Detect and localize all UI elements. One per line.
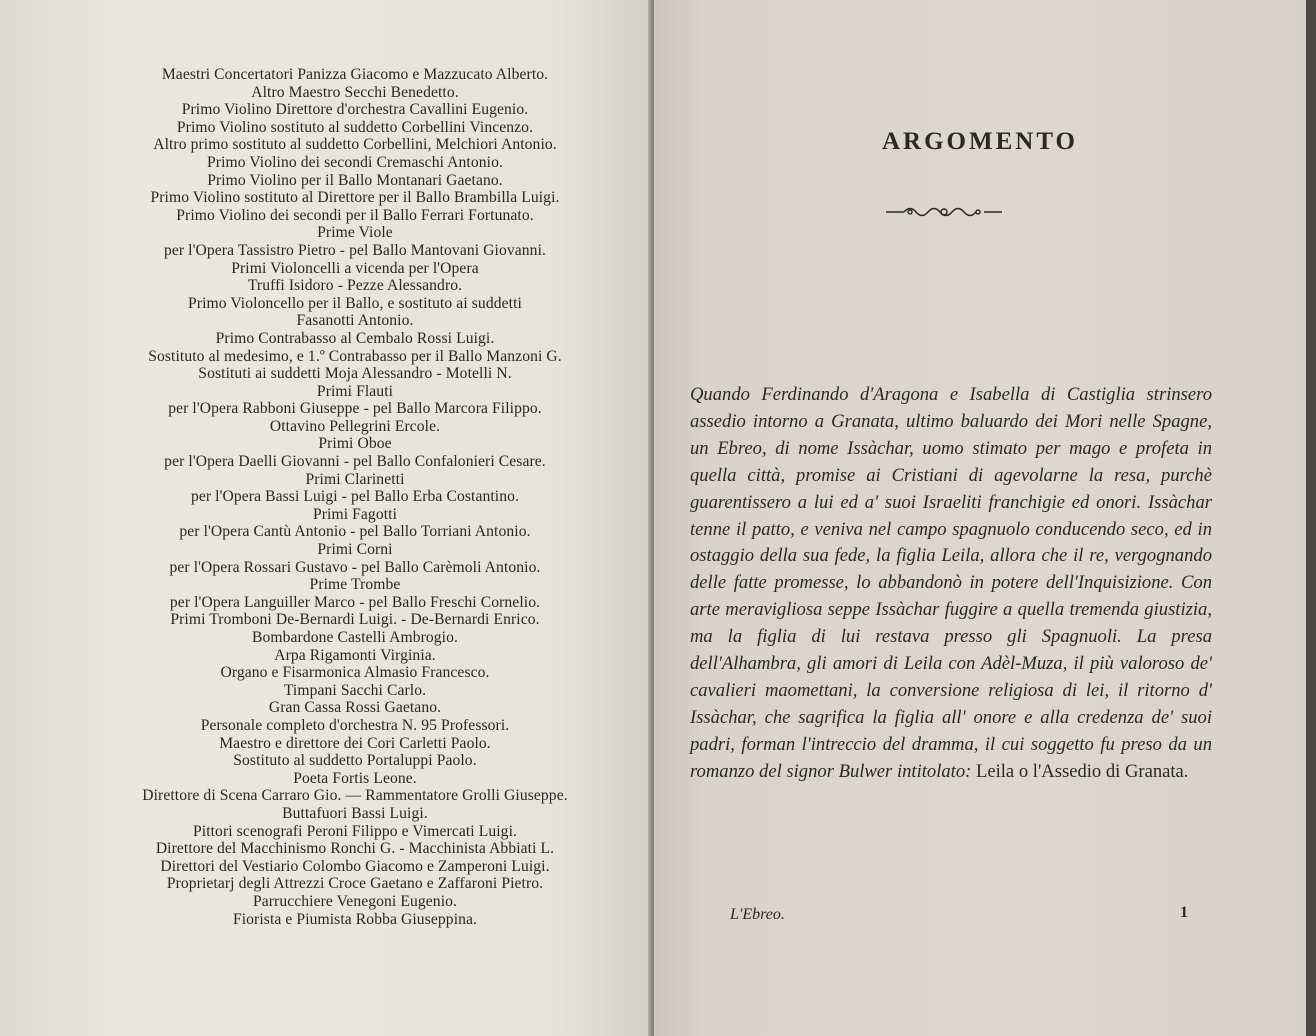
page-signature: L'Ebreo. (730, 906, 785, 923)
personnel-line: Fasanotti Antonio. (296, 312, 414, 330)
personnel-line: Timpani Sacchi Carlo. (283, 681, 427, 699)
paragraph-upright: Leila o l'Assedio di Granata. (975, 760, 1189, 782)
personnel-line: Maestro e direttore dei Cori Carletti Paolo. (219, 734, 491, 752)
personnel-line: Primi Violoncelli a vicenda per l'Opera (231, 259, 479, 277)
personnel-line: Direttore del Macchinismo Ronchi G. - Macchinista Abbiati L. (155, 840, 555, 858)
personnel-line: Primo Violoncello per il Ballo, e sostituto ai suddetti (188, 294, 522, 312)
personnel-line: Altro primo sostituto al suddetto Corbellini, Melchiori Antonio. (153, 136, 557, 154)
argomento-paragraph (690, 382, 1212, 786)
personnel-line: Pittori scenografi Peroni Filippo e Vimercati Luigi. (192, 822, 518, 840)
personnel-line: Primi Oboe (318, 435, 392, 453)
personnel-line: per l'Opera Rabboni Giuseppe - pel Ballo Marcora Filippo. (168, 400, 542, 418)
personnel-line: per l'Opera Cantù Antonio - pel Ballo Torriani Antonio. (179, 523, 531, 541)
personnel-line: Organo e Fisarmonica Almasio Francesco. (220, 664, 490, 682)
paragraph-italic: Quando Ferdinando d'Aragona e Isabella di Castiglia strinsero assedio intorno a Granata, ultimo baluardo dei Mori nelle Spagne, un Ebreo, di nome Issàchar, uomo stimato per mago e profeta in quella città, promise ai Cristiani di agevolarne la resa, purchè guarentissero a lui ed a' suoi Israeliti franchigie ed onori. Issàchar tenne il patto, e veniva nel campo spagnuolo conducendo seco, ed in ostaggio della sua fede, la figlia Leila, allora che il re, vergognando delle fatte promesse, lo abbandonò in potere dell'Inquisizione. Con arte meravigliosa seppe Issàchar fuggire a quella tremenda giustizia, ma la figlia di lui restava presso gli Spagnuoli. La presa dell'Alhambra, gli amori di Leila con Adèl-Muza, il più valoroso de' cavalieri maomettani, la conversione religiosa di lei, il ritorno d' Issàchar, che sagrifica la figlia all' onore e alla credenza de' suoi padri, forman l'intreccio del dramma, il cui soggetto fu preso da un romanzo del signor Bulwer intitolato: (690, 384, 1212, 782)
personnel-line: per l'Opera Bassi Luigi - pel Ballo Erba Costantino. (190, 488, 520, 506)
personnel-line: Primo Contrabasso al Cembalo Rossi Luigi. (215, 329, 495, 347)
personnel-line: Gran Cassa Rossi Gaetano. (268, 699, 442, 717)
personnel-line: Personale completo d'orchestra N. 95 Professori. (200, 716, 510, 734)
personnel-line: Fiorista e Piumista Robba Giuseppina. (232, 910, 478, 928)
background-edge (1306, 0, 1316, 1036)
personnel-line: per l'Opera Languiller Marco - pel Ballo Freschi Cornelio. (169, 593, 541, 611)
personnel-line: per l'Opera Rossari Gustavo - pel Ballo Carèmoli Antonio. (169, 558, 541, 576)
personnel-line: Arpa Rigamonti Virginia. (274, 646, 436, 664)
personnel-line: Proprietarj degli Attrezzi Croce Gaetano e Zaffaroni Pietro. (166, 875, 544, 893)
personnel-line: Altro Maestro Secchi Benedetto. (251, 83, 459, 101)
personnel-line: Parrucchiere Venegoni Eugenio. (252, 892, 458, 910)
orchestra-personnel-list (70, 66, 640, 928)
personnel-line: Primo Violino Direttore d'orchestra Cavallini Eugenio. (181, 101, 529, 119)
personnel-line: Primi Corni (317, 541, 393, 559)
personnel-line: Prime Trombe (309, 576, 401, 594)
personnel-line: per l'Opera Daelli Giovanni - pel Ballo Confalonieri Cesare. (164, 453, 546, 471)
personnel-line: Primi Clarinetti (305, 470, 405, 488)
personnel-line: Poeta Fortis Leone. (293, 769, 417, 787)
personnel-line: Buttafuori Bassi Luigi. (282, 804, 428, 822)
personnel-line: Primi Flauti (316, 382, 394, 400)
personnel-line: Primo Violino dei secondi Cremaschi Antonio. (207, 153, 503, 171)
personnel-line: Bombardone Castelli Ambrogio. (251, 629, 459, 646)
personnel-line: Primi Fagotti (312, 505, 398, 523)
personnel-line: Primo Violino sostituto al Direttore per il Ballo Brambilla Luigi. (150, 189, 560, 207)
personnel-line: Primi Tromboni De-Bernardi Luigi. - De-Bernardi Enrico. (170, 611, 540, 629)
personnel-line: Maestri Concertatori Panizza Giacomo e Mazzucato Alberto. (161, 66, 549, 83)
ornament-divider-icon (884, 204, 1004, 220)
personnel-line: Ottavino Pellegrini Ercole. (269, 417, 441, 435)
personnel-line: Direttori del Vestiario Colombo Giacomo e Zamperoni Luigi. (160, 857, 550, 875)
personnel-line: Direttore di Scena Carraro Gio. — Rammentatore Grolli Giuseppe. (142, 787, 568, 805)
personnel-line: Sostituti ai suddetti Moja Alessandro - Motelli N. (198, 365, 512, 383)
page-title: ARGOMENTO (882, 128, 1078, 155)
personnel-line: Sostituto al medesimo, e 1.º Contrabasso per il Ballo Manzoni G. (148, 347, 562, 365)
personnel-line: Truffi Isidoro - Pezze Alessandro. (247, 277, 463, 295)
page-number: 1 (1180, 904, 1188, 921)
personnel-line: per l'Opera Tassistro Pietro - pel Ballo Mantovani Giovanni. (163, 241, 547, 259)
personnel-line: Primo Violino sostituto al suddetto Corbellini Vincenzo. (176, 118, 534, 136)
personnel-line: Primo Violino per il Ballo Montanari Gaetano. (207, 171, 503, 189)
personnel-line: Primo Violino dei secondi per il Ballo Ferrari Fortunato. (176, 206, 534, 224)
personnel-line: Prime Viole (317, 224, 393, 242)
personnel-line: Sostituto al suddetto Portaluppi Paolo. (233, 752, 477, 770)
